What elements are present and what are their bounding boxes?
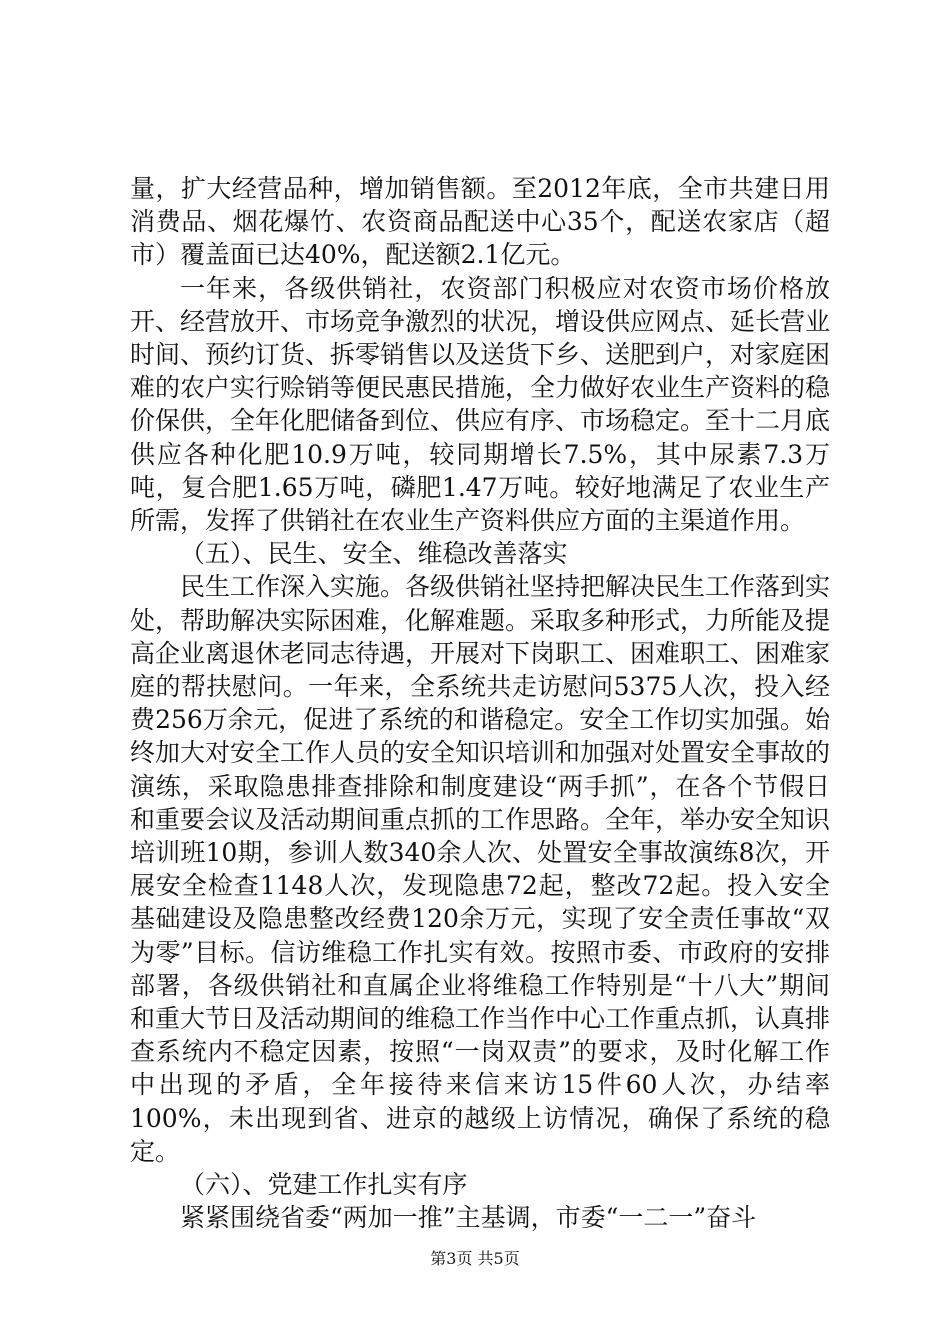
document-body [130, 172, 830, 1235]
page-footer: 第3页 共5页 [430, 1249, 520, 1268]
document-page [130, 172, 830, 1235]
paragraph-continued: 量，扩大经营品种，增加销售额。至2012年底，全市共建日用消费品、烟花爆竹、农资商品配送中心35个，配送农家店（超市）覆盖面已达40%，配送额2.1亿元。 [130, 174, 830, 270]
section-heading-5: （五）、民生、安全、维稳改善落实 [180, 539, 568, 569]
paragraph-party-building: 紧紧围绕省委“两加一推”主基调，市委“一二一”奋斗 [180, 1203, 757, 1233]
paragraph-fertilizer-supply: 一年来，各级供销社，农资部门积极应对农资市场价格放开、经营放开、市场竞争激烈的状况，增设供应网点、延长营业时间、预约订货、拆零销售以及送货下乡、送肥到户，对家庭困难的农户实行赊销等便民惠民措施，全力做好农业生产资料的稳价保供，全年化肥储备到位、供应有序、市场稳定。至十二月底供应各种化肥10.9万吨，较同期增长7.5%，其中尿素7.3万吨，复合肥1.65万吨，磷肥1.47万吨。较好地满足了农业生产所需，发挥了供销社在农业生产资料供应方面的主渠道作用。 [130, 273, 831, 536]
section-heading-6: （六）、党建工作扎实有序 [180, 1170, 468, 1200]
paragraph-livelihood-safety: 民生工作深入实施。各级供销社坚持把解决民生工作落到实处，帮助解决实际困难，化解难题。采取多种形式，力所能及提高企业离退休老同志待遇，开展对下岗职工、困难职工、困难家庭的帮扶慰问。一年来，全系统共走访慰问5375人次，投入经费256万余元，促进了系统的和谐稳定。安全工作切实加强。始终加大对安全工作人员的安全知识培训和加强对处置安全事故的演练，采取隐患排查排除和制度建设“两手抓”，在各个节假日和重要会议及活动期间重点抓的工作思路。全年，举办安全知识培训班10期，参训人数340余人次、处置安全事故演练8次，开展安全检查1148人次，发现隐患72起，整改72起。投入安全基础建设及隐患整改经费120余万元，实现了安全责任事故“双为零”目标。信访维稳工作扎实有效。按照市委、市政府的安排部署，各级供销社和直属企业将维稳工作特别是“十八大”期间和重大节日及活动期间的维稳工作当作中心工作重点抓，认真排查系统内不稳定因素，按照“一岗双责”的要求，及时化解工作中出现的矛盾，全年接待来信来访15件60人次，办结率100%，未出现到省、进京的越级上访情况，确保了系统的稳定。 [130, 572, 831, 1166]
